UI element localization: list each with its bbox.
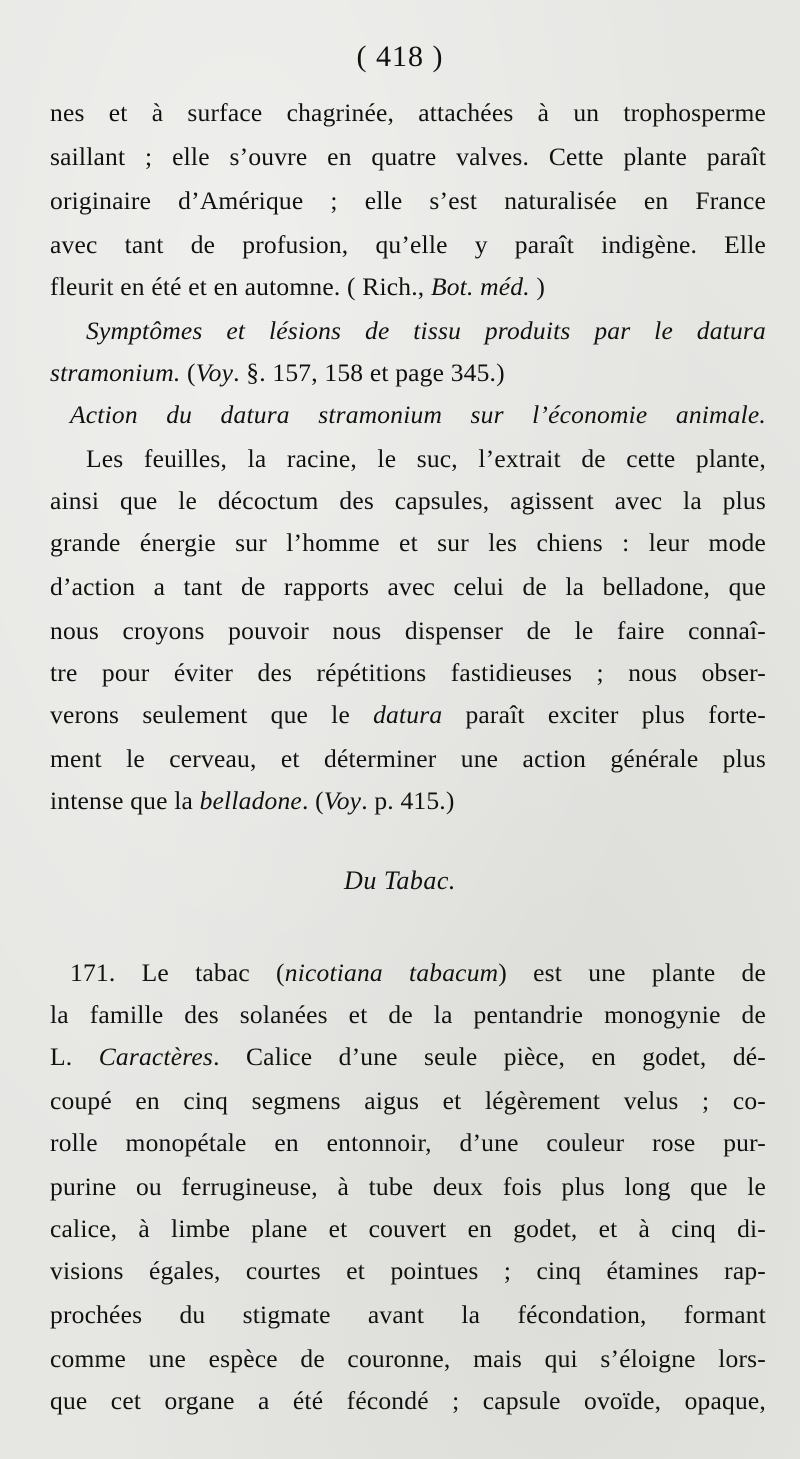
text-line: que cet organe a été fécondé ; capsule ovoïde, opaque, <box>50 1386 766 1415</box>
text-line: saillant ; elle s’ouvre en quatre valves. Cette plante paraît <box>50 142 766 171</box>
text-run: . Calice d’une seule pièce, en godet, dé- <box>213 1042 766 1071</box>
text-run: paraît exciter plus forte- <box>442 700 766 729</box>
text-line: comme une espèce de couronne, mais qui s’éloigne lors- <box>50 1344 766 1373</box>
text-run: . ( <box>301 786 324 815</box>
citation-title: Bot. méd. <box>430 272 530 301</box>
text-line <box>70 956 766 990</box>
text-run: ) est une plante de <box>498 958 767 987</box>
text-run: nicotiana tabacum <box>284 958 499 987</box>
text-line: originaire d’Amérique ; elle s’est naturalisée en France <box>50 186 766 215</box>
subsection-heading: Action du datura stramonium sur l’économie animale. <box>70 400 766 429</box>
text-run: fleurit en été et en automne. ( Rich., <box>50 272 431 301</box>
subsection-heading-continued <box>50 356 766 390</box>
text-run: 171. Le tabac ( <box>70 958 285 987</box>
text-line: grande énergie sur l’homme et sur les chiens : leur mode <box>50 528 766 557</box>
subsection-heading: Symptômes et lésions de tissu produits par le datura <box>86 316 766 345</box>
section-title: Du Tabac. <box>344 866 456 895</box>
text-line: coupé en cinq segmens aigus et légèrement velus ; co- <box>50 1086 766 1115</box>
text-run: ) <box>529 272 546 301</box>
text-line: ainsi que le décoctum des capsules, agissent avec la plus <box>50 486 766 515</box>
text-run: . p. 415.) <box>361 786 455 815</box>
text-run: Voy <box>323 786 362 815</box>
text-line: la famille des solanées et de la pentandrie monogynie de <box>50 1000 766 1029</box>
text-line: nous croyons pouvoir nous dispenser de le faire connaî- <box>50 616 766 645</box>
text-line <box>50 1040 766 1074</box>
text-line: avec tant de profusion, qu’elle y paraît indigène. Elle <box>50 230 766 259</box>
text-run: ( <box>180 358 196 387</box>
text-line: nes et à surface chagrinée, attachées à un trophosperme <box>50 98 766 127</box>
text-line <box>50 698 766 732</box>
text-line: d’action a tant de rapports avec celui de la belladone, que <box>50 572 766 601</box>
text-line: purine ou ferrugineuse, à tube deux fois plus long que le <box>50 1172 766 1201</box>
text-line <box>50 784 766 818</box>
text-run: verons seulement que le <box>50 700 374 729</box>
text-line: calice, à limbe plane et couvert en godet, et à cinq di- <box>50 1214 766 1243</box>
text-run: Caractères <box>98 1042 214 1071</box>
text-line: visions égales, courtes et pointues ; cinq étamines rap- <box>50 1256 766 1285</box>
text-line: rolle monopétale en entonnoir, d’une couleur rose pur- <box>50 1128 766 1157</box>
text-run: L. <box>50 1042 99 1071</box>
text-run: belladone <box>199 786 302 815</box>
text-run: intense que la <box>50 786 200 815</box>
text-run: Voy <box>195 358 234 387</box>
text-line <box>50 270 766 304</box>
text-run: datura <box>373 700 443 729</box>
text-line: tre pour éviter des répétitions fastidieuses ; nous obser- <box>50 658 766 687</box>
text-line: Les feuilles, la racine, le suc, l’extrait de cette plante, <box>86 444 766 473</box>
text-run: stramonium. <box>50 358 181 387</box>
text-line: ment le cerveau, et déterminer une action générale plus <box>50 744 766 773</box>
text-line: prochées du stigmate avant la fécondation, formant <box>50 1300 766 1329</box>
text-run: . §. 157, 158 et page 345.) <box>233 358 505 387</box>
page-number: ( 418 ) <box>356 40 444 73</box>
